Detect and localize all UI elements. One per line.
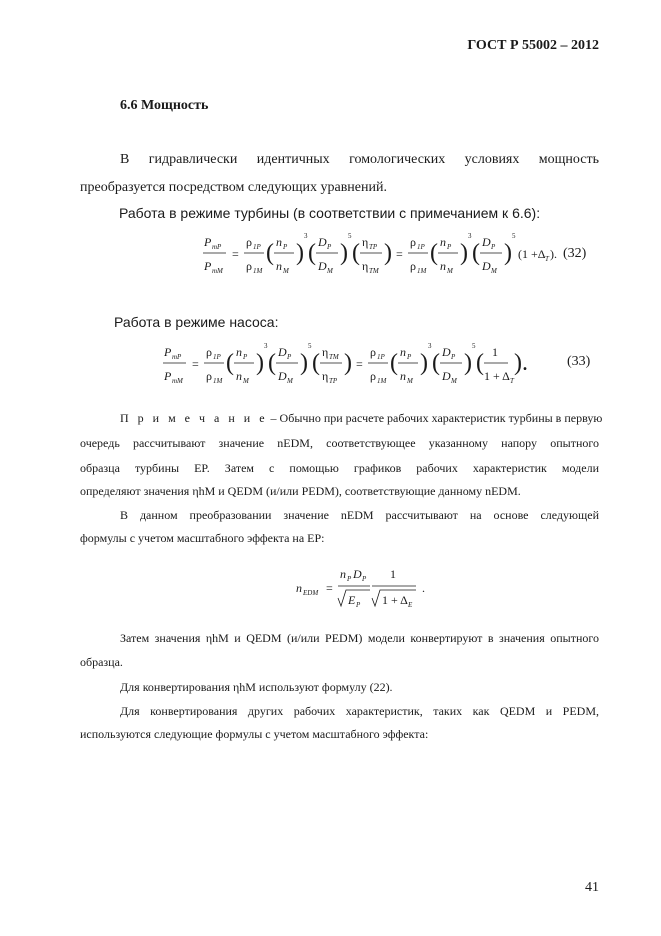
svg-text:1 + Δ: 1 + Δ — [484, 369, 510, 383]
nedm-formula — [296, 562, 436, 612]
svg-text:): ) — [464, 350, 472, 376]
svg-text:(: ( — [266, 240, 274, 266]
svg-text:P: P — [447, 243, 452, 251]
svg-text:1 + Δ: 1 + Δ — [382, 593, 408, 607]
svg-text:(: ( — [226, 350, 234, 376]
svg-text:D: D — [482, 235, 491, 249]
svg-text:3: 3 — [428, 342, 432, 350]
svg-text:M: M — [491, 267, 497, 275]
svg-text:TM: TM — [369, 267, 379, 275]
svg-text:n: n — [440, 259, 446, 273]
svg-text:P: P — [327, 243, 332, 251]
svg-text:n: n — [400, 369, 406, 383]
svg-text:P: P — [283, 243, 288, 251]
svg-text:M: M — [447, 267, 453, 275]
svg-text:(: ( — [476, 350, 484, 376]
note-line-3: образца турбины EP. Затем с помощью графиков рабочих характеристик модели — [80, 461, 599, 475]
pump-equation-number: (33) — [567, 354, 591, 369]
svg-text:1M: 1M — [253, 267, 263, 275]
svg-text:mM: mM — [212, 267, 223, 275]
svg-text:P: P — [407, 353, 412, 361]
convert-line-5: используются следующие формулы с учетом масштабного эффекта: — [80, 727, 429, 741]
svg-text:1M: 1M — [417, 267, 427, 275]
svg-text:): ) — [340, 240, 348, 266]
svg-text:5: 5 — [308, 342, 312, 350]
svg-text:P: P — [164, 345, 172, 359]
svg-text:(: ( — [308, 240, 316, 266]
svg-text:mP: mP — [212, 243, 222, 251]
svg-text:P: P — [164, 369, 172, 383]
svg-text:5: 5 — [348, 232, 352, 240]
svg-text:T: T — [510, 377, 514, 385]
svg-text:): ) — [384, 240, 392, 266]
svg-text:1: 1 — [390, 567, 396, 581]
svg-text:1P: 1P — [417, 243, 425, 251]
svg-text:5: 5 — [472, 342, 476, 350]
svg-text:): ) — [420, 350, 428, 376]
svg-text:M: M — [451, 377, 457, 385]
svg-text:M: M — [283, 267, 289, 275]
svg-text:D: D — [353, 567, 362, 581]
svg-text:(: ( — [472, 240, 480, 266]
svg-text:n: n — [276, 259, 282, 273]
intro-line-1: В гидравлически идентичных гомологических условиях мощность — [120, 152, 599, 167]
svg-text:P: P — [204, 259, 212, 273]
svg-text:1P: 1P — [213, 353, 221, 361]
svg-text:M: M — [287, 377, 293, 385]
svg-text:P: P — [204, 235, 212, 249]
convert-line-1: Затем значения ηhM и QEDM (и/или PEDM) модели конвертируют в значения опытного — [120, 631, 599, 645]
svg-text:ρ: ρ — [206, 369, 212, 383]
svg-text:EDM: EDM — [303, 589, 319, 597]
svg-text:P: P — [287, 353, 292, 361]
transform-line-1: В данном преобразовании значение nEDM рассчитывают на основе следующей — [120, 508, 599, 522]
svg-text:E: E — [408, 601, 413, 609]
svg-text:(1 +Δ: (1 +Δ — [518, 247, 546, 261]
pump-equation — [160, 340, 530, 388]
svg-text:n: n — [440, 235, 446, 249]
svg-text:(: ( — [312, 350, 320, 376]
svg-text:): ) — [300, 350, 308, 376]
svg-text:): ) — [296, 240, 304, 266]
svg-text:P: P — [243, 353, 248, 361]
svg-text:D: D — [442, 369, 451, 383]
svg-text:ρ: ρ — [410, 235, 416, 249]
svg-text:1P: 1P — [377, 353, 385, 361]
svg-text:(: ( — [432, 350, 440, 376]
note-line-1 — [120, 411, 603, 426]
svg-text:P: P — [451, 353, 456, 361]
svg-text:η: η — [322, 369, 329, 383]
intro-line-2: преобразуется посредством следующих уравнений. — [80, 180, 387, 195]
svg-text:1M: 1M — [377, 377, 387, 385]
svg-text:.: . — [422, 581, 425, 595]
svg-text:TP: TP — [369, 243, 378, 251]
svg-text:): ) — [460, 240, 468, 266]
svg-text:D: D — [278, 369, 287, 383]
svg-text:=: = — [326, 581, 333, 595]
svg-text:1P: 1P — [253, 243, 261, 251]
svg-text:η: η — [322, 345, 329, 359]
svg-text:n: n — [296, 581, 302, 595]
svg-text:1: 1 — [492, 345, 498, 359]
svg-text:n: n — [236, 345, 242, 359]
svg-text:D: D — [442, 345, 451, 359]
svg-text:M: M — [327, 267, 333, 275]
svg-text:D: D — [278, 345, 287, 359]
svg-text:).: ). — [514, 350, 528, 376]
svg-text:(: ( — [390, 350, 398, 376]
note-heading: П р и м е ч а н и е — [120, 411, 268, 425]
svg-text:3: 3 — [304, 232, 308, 240]
convert-line-4: Для конвертирования других рабочих характеристик, таких как QEDM и PEDM, — [120, 704, 599, 718]
svg-text:M: M — [243, 377, 249, 385]
note-line-1-text: – Обычно при расчете рабочих характеристик турбины в первую — [267, 411, 603, 425]
svg-text:): ) — [504, 240, 512, 266]
convert-line-3: Для конвертирования ηhM используют формулу (22). — [120, 680, 393, 694]
svg-text:T: T — [545, 255, 549, 263]
svg-text:n: n — [276, 235, 282, 249]
svg-text:ρ: ρ — [246, 259, 252, 273]
svg-text:M: M — [407, 377, 413, 385]
section-title: 6.6 Мощность — [120, 98, 209, 113]
svg-text:): ) — [256, 350, 264, 376]
turbine-equation — [200, 230, 560, 278]
svg-text:(: ( — [430, 240, 438, 266]
svg-text:P: P — [347, 575, 352, 583]
svg-text:D: D — [318, 259, 327, 273]
svg-text:P: P — [362, 575, 367, 583]
turbine-label: Работа в режиме турбины (в соответствии с примечанием к 6.6): — [119, 205, 541, 221]
svg-text:TP: TP — [329, 377, 338, 385]
svg-text:P: P — [356, 601, 361, 609]
svg-text:ρ: ρ — [410, 259, 416, 273]
convert-line-2: образца. — [80, 655, 123, 669]
svg-text:).: ). — [550, 247, 557, 261]
svg-text:3: 3 — [264, 342, 268, 350]
transform-line-2: формулы с учетом масштабного эффекта на EP: — [80, 531, 325, 545]
svg-text:n: n — [236, 369, 242, 383]
svg-text:ρ: ρ — [206, 345, 212, 359]
note-line-4: определяют значения ηhM и QEDM (и/или PEDM), соответствующие данному nEDM. — [80, 484, 521, 498]
svg-text:=: = — [396, 247, 403, 261]
svg-text:η: η — [362, 259, 369, 273]
note-line-2: очередь рассчитывают значение nEDM, соответствующее указанному напору опытного — [80, 436, 599, 450]
svg-text:): ) — [344, 350, 352, 376]
svg-text:mM: mM — [172, 377, 183, 385]
svg-text:ρ: ρ — [370, 369, 376, 383]
svg-text:(: ( — [352, 240, 360, 266]
svg-text:1M: 1M — [213, 377, 223, 385]
svg-text:n: n — [400, 345, 406, 359]
document-header: ГОСТ Р 55002 – 2012 — [467, 38, 599, 53]
turbine-equation-number: (32) — [563, 246, 587, 261]
svg-text:E: E — [348, 593, 356, 607]
svg-text:D: D — [318, 235, 327, 249]
svg-text:D: D — [482, 259, 491, 273]
svg-text:ρ: ρ — [370, 345, 376, 359]
svg-text:TM: TM — [329, 353, 339, 361]
svg-text:mP: mP — [172, 353, 182, 361]
svg-text:=: = — [192, 357, 199, 371]
page-number: 41 — [585, 880, 599, 895]
svg-text:(: ( — [268, 350, 276, 376]
svg-text:n: n — [340, 567, 346, 581]
svg-text:5: 5 — [512, 232, 516, 240]
svg-text:ρ: ρ — [246, 235, 252, 249]
svg-text:=: = — [232, 247, 239, 261]
svg-text:P: P — [491, 243, 496, 251]
svg-text:η: η — [362, 235, 369, 249]
svg-text:=: = — [356, 357, 363, 371]
pump-label: Работа в режиме насоса: — [114, 314, 279, 330]
svg-text:3: 3 — [468, 232, 472, 240]
